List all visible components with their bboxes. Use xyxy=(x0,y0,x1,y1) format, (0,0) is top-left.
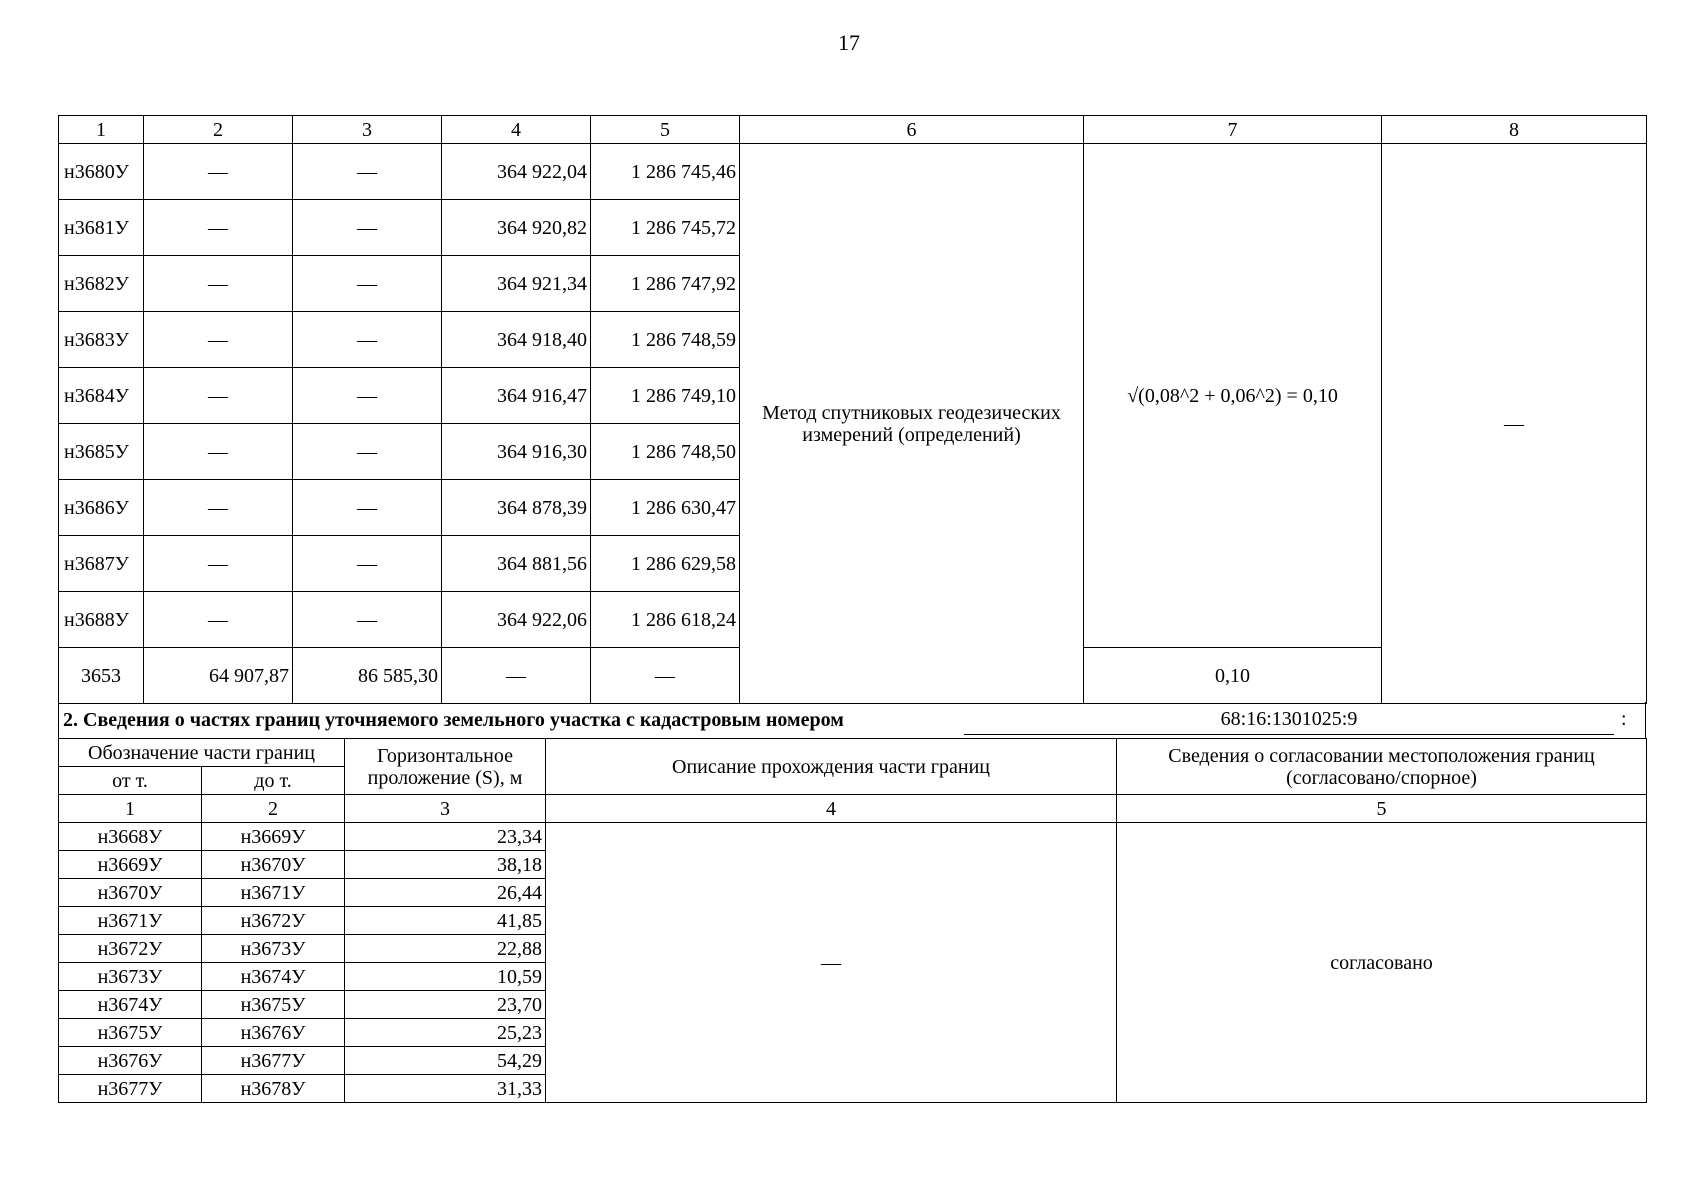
column-number: 3 xyxy=(293,116,442,144)
y-coordinate: 1 286 749,10 xyxy=(591,368,740,424)
column-number: 1 xyxy=(59,795,202,823)
table-header-row xyxy=(59,116,1647,144)
table-row xyxy=(59,144,1647,200)
to-point: н3678У xyxy=(202,1075,345,1103)
from-point: н3674У xyxy=(59,991,202,1019)
section2-heading xyxy=(58,702,1646,738)
accuracy-formula: √(0,08^2 + 0,06^2) = 0,10 xyxy=(1084,144,1382,648)
y-coordinate: 1 286 745,46 xyxy=(591,144,740,200)
x-coordinate: 364 921,34 xyxy=(442,256,591,312)
column-number: 1 xyxy=(59,116,144,144)
method-cell: Метод спутниковых геодезических измерений (определений) xyxy=(740,144,1084,704)
from-point: н3675У xyxy=(59,1019,202,1047)
column-number: 4 xyxy=(546,795,1117,823)
distance-value: 22,88 xyxy=(345,935,546,963)
distance-value: 54,29 xyxy=(345,1047,546,1075)
y-coordinate: 1 286 629,58 xyxy=(591,536,740,592)
cell: — xyxy=(293,536,442,592)
distance-value: 38,18 xyxy=(345,851,546,879)
header-description: Описание прохождения части границ xyxy=(546,739,1117,795)
from-point: н3668У xyxy=(59,823,202,851)
point-label: н3685У xyxy=(59,424,144,480)
col8-cell: — xyxy=(1382,144,1647,704)
header-from: от т. xyxy=(59,767,202,795)
point-label: н3680У xyxy=(59,144,144,200)
cell: — xyxy=(144,368,293,424)
cell: — xyxy=(144,256,293,312)
to-point: н3673У xyxy=(202,935,345,963)
cell: — xyxy=(293,592,442,648)
to-point: н3669У xyxy=(202,823,345,851)
y-coordinate: 1 286 618,24 xyxy=(591,592,740,648)
section2-title: 2. Сведения о частях границ уточняемого земельного участка с кадастровым номером xyxy=(63,709,844,731)
header-to: до т. xyxy=(202,767,345,795)
cell: — xyxy=(293,200,442,256)
cell: — xyxy=(144,200,293,256)
y-coordinate: 1 286 747,92 xyxy=(591,256,740,312)
cell: — xyxy=(144,592,293,648)
x-coordinate: 364 922,04 xyxy=(442,144,591,200)
table-header-row xyxy=(59,795,1647,823)
y-coordinate: — xyxy=(591,648,740,704)
header-approval: Сведения о согласовании местоположения границ (согласовано/спорное) xyxy=(1117,739,1647,795)
to-point: н3670У xyxy=(202,851,345,879)
table-header-row xyxy=(59,739,1647,767)
distance-value: 41,85 xyxy=(345,907,546,935)
from-point: н3669У xyxy=(59,851,202,879)
to-point: н3675У xyxy=(202,991,345,1019)
column-number: 2 xyxy=(144,116,293,144)
to-point: н3672У xyxy=(202,907,345,935)
x-coordinate: 364 922,06 xyxy=(442,592,591,648)
point-label: н3683У xyxy=(59,312,144,368)
boundary-parts-table xyxy=(58,738,1647,1103)
header-distance: Горизонтальное проложение (S), м xyxy=(345,739,546,795)
cell: — xyxy=(293,424,442,480)
cell: 64 907,87 xyxy=(144,648,293,704)
cell: — xyxy=(144,144,293,200)
table-row xyxy=(59,823,1647,851)
cell: — xyxy=(293,256,442,312)
cell: 86 585,30 xyxy=(293,648,442,704)
distance-value: 31,33 xyxy=(345,1075,546,1103)
coordinates-table xyxy=(58,115,1647,704)
column-number: 3 xyxy=(345,795,546,823)
cell: — xyxy=(293,144,442,200)
section2-colon: : xyxy=(1621,708,1627,730)
x-coordinate: 364 916,30 xyxy=(442,424,591,480)
x-coordinate: 364 881,56 xyxy=(442,536,591,592)
to-point: н3677У xyxy=(202,1047,345,1075)
column-number: 8 xyxy=(1382,116,1647,144)
x-coordinate: — xyxy=(442,648,591,704)
from-point: н3672У xyxy=(59,935,202,963)
cell: — xyxy=(144,536,293,592)
y-coordinate: 1 286 748,59 xyxy=(591,312,740,368)
y-coordinate: 1 286 748,50 xyxy=(591,424,740,480)
cadastral-number: 68:16:1301025:9 xyxy=(964,706,1614,735)
x-coordinate: 364 918,40 xyxy=(442,312,591,368)
from-point: н3673У xyxy=(59,963,202,991)
cell: — xyxy=(144,424,293,480)
cell: — xyxy=(144,312,293,368)
point-label: н3684У xyxy=(59,368,144,424)
point-label: н3687У xyxy=(59,536,144,592)
from-point: н3670У xyxy=(59,879,202,907)
distance-value: 23,34 xyxy=(345,823,546,851)
to-point: н3676У xyxy=(202,1019,345,1047)
accuracy-last: 0,10 xyxy=(1084,648,1382,704)
x-coordinate: 364 916,47 xyxy=(442,368,591,424)
column-number: 2 xyxy=(202,795,345,823)
distance-value: 10,59 xyxy=(345,963,546,991)
from-point: н3677У xyxy=(59,1075,202,1103)
cell: — xyxy=(144,480,293,536)
distance-value: 26,44 xyxy=(345,879,546,907)
to-point: н3674У xyxy=(202,963,345,991)
distance-value: 25,23 xyxy=(345,1019,546,1047)
from-point: н3676У xyxy=(59,1047,202,1075)
page-number: 17 xyxy=(838,30,860,55)
column-number: 5 xyxy=(1117,795,1647,823)
point-label: н3688У xyxy=(59,592,144,648)
x-coordinate: 364 920,82 xyxy=(442,200,591,256)
x-coordinate: 364 878,39 xyxy=(442,480,591,536)
to-point: н3671У xyxy=(202,879,345,907)
distance-value: 23,70 xyxy=(345,991,546,1019)
approval-value: согласовано xyxy=(1117,823,1647,1103)
column-number: 7 xyxy=(1084,116,1382,144)
description-value: — xyxy=(546,823,1117,1103)
from-point: н3671У xyxy=(59,907,202,935)
point-label: н3682У xyxy=(59,256,144,312)
cell: — xyxy=(293,368,442,424)
y-coordinate: 1 286 745,72 xyxy=(591,200,740,256)
point-label: н3681У xyxy=(59,200,144,256)
point-label: 3653 xyxy=(59,648,144,704)
y-coordinate: 1 286 630,47 xyxy=(591,480,740,536)
cell: — xyxy=(293,312,442,368)
column-number: 4 xyxy=(442,116,591,144)
column-number: 5 xyxy=(591,116,740,144)
header-designation: Обозначение части границ xyxy=(59,739,345,767)
point-label: н3686У xyxy=(59,480,144,536)
cell: — xyxy=(293,480,442,536)
column-number: 6 xyxy=(740,116,1084,144)
